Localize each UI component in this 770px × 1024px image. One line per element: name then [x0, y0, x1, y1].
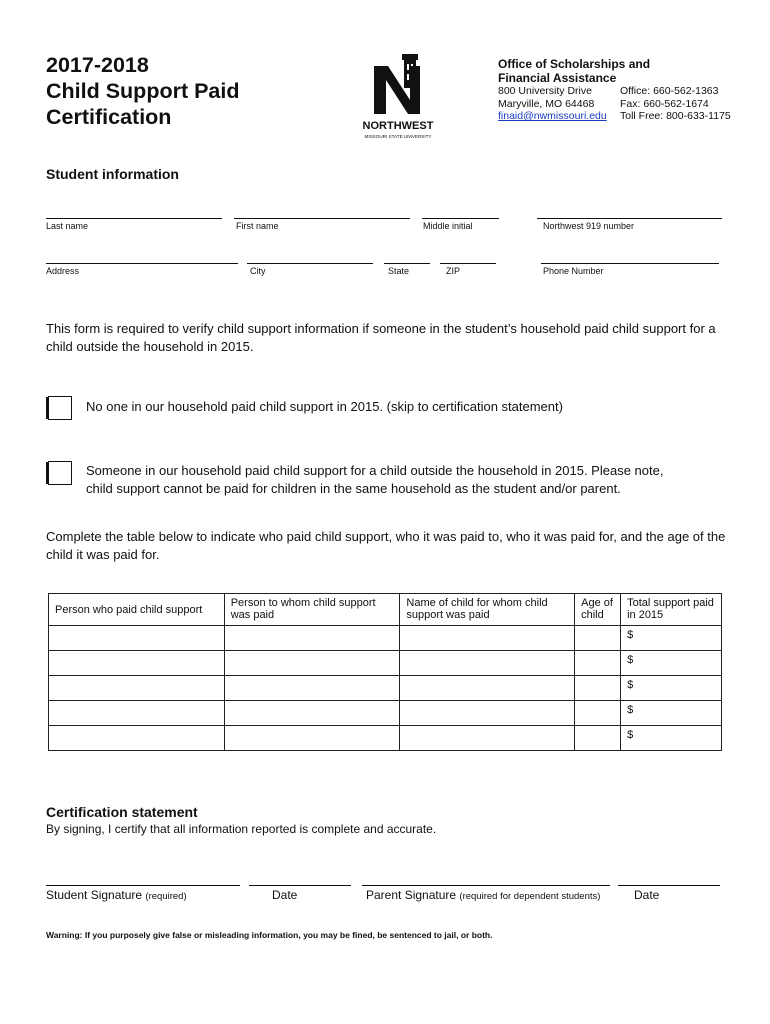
office-name-line1: Office of Scholarships and — [498, 57, 651, 71]
phone-label: Phone Number — [543, 266, 604, 276]
paid-child-support-checkbox[interactable] — [48, 461, 72, 485]
title-line-3: Certification — [46, 105, 172, 129]
recipient-cell[interactable] — [224, 651, 400, 676]
parent-signature-field[interactable] — [362, 885, 610, 886]
address-field[interactable] — [46, 263, 238, 264]
total-paid-cell[interactable] — [621, 676, 722, 701]
table-row — [49, 651, 722, 676]
payer-cell[interactable] — [49, 626, 225, 651]
child-name-cell[interactable] — [400, 701, 575, 726]
phone-field[interactable] — [541, 263, 719, 264]
recipient-cell[interactable] — [224, 701, 400, 726]
dollar-sign: $ — [627, 629, 634, 641]
city-field[interactable] — [247, 263, 373, 264]
address-line1: 800 University Drive — [498, 85, 592, 97]
child-support-table — [48, 593, 722, 751]
email-link[interactable]: finaid@nwmissouri.edu — [498, 110, 607, 122]
office-name-line2: Financial Assistance — [498, 71, 617, 85]
intro-paragraph: This form is required to verify child support information if someone in the student’s household paid child support for a child outside the household in 2015. — [46, 321, 716, 354]
first-name-label: First name — [236, 221, 279, 231]
nw-number-field[interactable] — [537, 218, 722, 219]
table-row — [49, 626, 722, 651]
total-paid-cell[interactable] — [621, 726, 722, 751]
address-line2: Maryville, MO 64468 — [498, 97, 595, 110]
table-header-row — [49, 594, 722, 626]
recipient-cell[interactable] — [224, 626, 400, 651]
option-paid-support-label — [86, 462, 756, 498]
state-label: State — [388, 266, 410, 276]
child-age-cell[interactable] — [575, 726, 621, 751]
state-field[interactable] — [384, 263, 430, 264]
table-row — [49, 726, 722, 751]
header-recipient: Person to whom child support was paid — [224, 594, 400, 626]
first-name-field[interactable] — [234, 218, 410, 219]
total-paid-cell[interactable] — [621, 626, 722, 651]
city-label: City — [250, 266, 266, 276]
child-name-cell[interactable] — [400, 626, 575, 651]
zip-field[interactable] — [440, 263, 496, 264]
total-paid-cell[interactable] — [621, 701, 722, 726]
student-date-field[interactable] — [249, 885, 351, 886]
student-signature-text: Student Signature — [46, 888, 143, 902]
header-child-name: Name of child for whom child support was paid — [400, 594, 575, 626]
parent-signature-text: Parent Signature — [366, 888, 457, 902]
northwest-logo — [358, 52, 438, 142]
parent-date-field[interactable] — [618, 885, 720, 886]
total-paid-cell[interactable] — [621, 651, 722, 676]
parent-date-label: Date — [634, 888, 660, 902]
toll-free-number: Toll Free: 800-633-1175 — [620, 110, 731, 122]
option-no-support-label: No one in our household paid child support in 2015. (skip to certification statement) — [86, 399, 563, 414]
student-signature-field[interactable] — [46, 885, 240, 886]
no-child-support-checkbox[interactable] — [48, 396, 72, 420]
payer-cell[interactable] — [49, 726, 225, 751]
title-line-2: Child Support Paid — [46, 79, 240, 103]
header-payer: Person who paid child support — [49, 594, 225, 626]
dollar-sign: $ — [627, 704, 634, 716]
parent-signature-note: (required for dependent students) — [459, 891, 601, 902]
header-total-paid: Total support paid in 2015 — [621, 594, 722, 626]
warning-text: Warning: If you purposely give false or misleading information, you may be fined, be sentenced to jail, or both. — [46, 930, 493, 940]
child-age-cell[interactable] — [575, 626, 621, 651]
payer-cell[interactable] — [49, 676, 225, 701]
payer-cell[interactable] — [49, 701, 225, 726]
office-phone: Office: 660-562-1363 — [620, 85, 719, 97]
middle-initial-label: Middle initial — [423, 221, 473, 231]
parent-signature-label — [366, 888, 600, 902]
form-title — [46, 52, 240, 130]
last-name-label: Last name — [46, 221, 89, 231]
office-contact — [498, 57, 758, 123]
option-paid-support-line2: child support cannot be paid for children in the same household as the student and/or parent. — [86, 481, 621, 496]
nw-number-label: Northwest 919 number — [543, 221, 635, 231]
child-name-cell[interactable] — [400, 676, 575, 701]
option-paid-support-line1: Someone in our household paid child support for a child outside the household in 2015. Please note, — [86, 463, 664, 478]
child-age-cell[interactable] — [575, 676, 621, 701]
student-date-label: Date — [272, 888, 298, 902]
logo-text: NORTHWEST — [362, 120, 434, 132]
child-name-cell[interactable] — [400, 651, 575, 676]
recipient-cell[interactable] — [224, 726, 400, 751]
dollar-sign: $ — [627, 679, 634, 691]
northwest-n-logo-icon — [358, 52, 438, 142]
child-name-cell[interactable] — [400, 726, 575, 751]
table-row — [49, 676, 722, 701]
table-row — [49, 701, 722, 726]
child-age-cell[interactable] — [575, 651, 621, 676]
fax-number: Fax: 660-562-1674 — [620, 97, 709, 110]
zip-label: ZIP — [446, 266, 461, 276]
dollar-sign: $ — [627, 654, 634, 666]
address-label: Address — [46, 266, 80, 276]
middle-initial-field[interactable] — [422, 218, 499, 219]
student-signature-note: (required) — [145, 891, 187, 902]
child-age-cell[interactable] — [575, 701, 621, 726]
table-instructions: Complete the table below to indicate who paid child support, who it was paid to, who it was paid for, and the age of the child it was paid for. — [46, 529, 726, 562]
recipient-cell[interactable] — [224, 676, 400, 701]
logo-subtext: MISSOURI STATE UNIVERSITY — [364, 134, 432, 139]
certification-heading: Certification statement — [46, 804, 198, 820]
last-name-field[interactable] — [46, 218, 222, 219]
header-child-age: Age of child — [575, 594, 621, 626]
certification-text: By signing, I certify that all information reported is complete and accurate. — [46, 822, 437, 836]
student-signature-label — [46, 888, 187, 902]
payer-cell[interactable] — [49, 651, 225, 676]
dollar-sign: $ — [627, 729, 634, 741]
title-year: 2017-2018 — [46, 53, 149, 77]
student-info-heading: Student information — [46, 166, 179, 182]
